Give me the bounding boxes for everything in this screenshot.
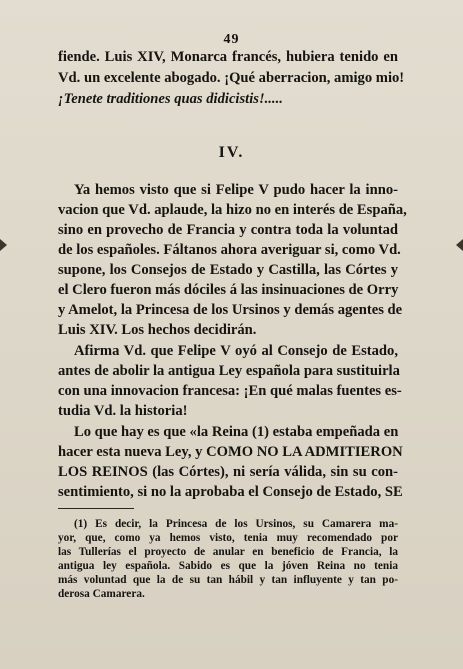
text-line: de los españoles. Fáltanos ahora averiguar si, como Vd. [58, 242, 401, 258]
text-line: sino en provecho de Francia y contra toda la voluntad [58, 222, 398, 238]
text-line: tudia Vd. la historia! [58, 403, 188, 419]
text-line: Luis XIV. Los hechos decidirán. [58, 322, 257, 338]
page-number: 49 [223, 32, 240, 47]
text-line: Lo que hay es que «la Reina (1) estaba empeñada en [74, 424, 399, 440]
text-line: Ya hemos visto que si Felipe V pudo hacer la inno- [74, 182, 398, 198]
latin-quote: ¡Tenete traditiones quas didicistis!..... [58, 91, 283, 107]
footnote-line: (1) Es decir, la Princesa de los Ursinos, su Camarera ma- [74, 518, 398, 530]
footnote-rule [58, 508, 134, 509]
right-edge-mark [456, 239, 463, 251]
text-line: LOS REINOS (las Córtes), ni sería válida, sin su con- [58, 464, 398, 480]
text-line: Vd. un excelente abogado. ¡Qué aberracion, amigo mio! [58, 70, 405, 86]
text-line: el Clero fueron más dóciles á las insinuaciones de Orry [58, 282, 399, 298]
footnote-line: más voluntad que la de su tan hábil y tan influyente y tan po- [58, 574, 398, 586]
text-line: fiende. Luis XIV, Monarca francés, hubiera tenido en [58, 49, 398, 65]
section-heading: IV. [218, 144, 245, 161]
text-line: antes de abolir la antigua Ley española para sustituirla [58, 363, 400, 379]
footnote-line: antigua ley española. Sabido es que la jóven Reina no tenia [58, 560, 398, 572]
footnote-line: yor, que, como ya hemos visto, tenia muy recomendado por [58, 532, 398, 544]
text-line: y Amelot, la Princesa de los Ursinos y demás agentes de [58, 302, 403, 318]
text-line: sentimiento, si no la aprobaba el Consejo de Estado, SE [58, 484, 403, 500]
footnote-line: las Tullerías el proyecto de anular en beneficio de Francia, la [58, 546, 398, 558]
text-line: Afirma Vd. que Felipe V oyó al Consejo de Estado, [74, 343, 398, 359]
text-line: supone, los Consejos de Estado y Castilla, las Córtes y [58, 262, 398, 278]
text-line: hacer esta nueva Ley, y COMO NO LA ADMITIERON [58, 444, 403, 460]
text-line: con una innovacion francesa: ¡En qué malas fuentes es- [58, 383, 402, 399]
footnote-line: derosa Camarera. [58, 588, 145, 600]
left-edge-mark [0, 239, 7, 251]
text-line: vacion que Vd. aplaude, la hizo no en interés de España, [58, 202, 407, 218]
